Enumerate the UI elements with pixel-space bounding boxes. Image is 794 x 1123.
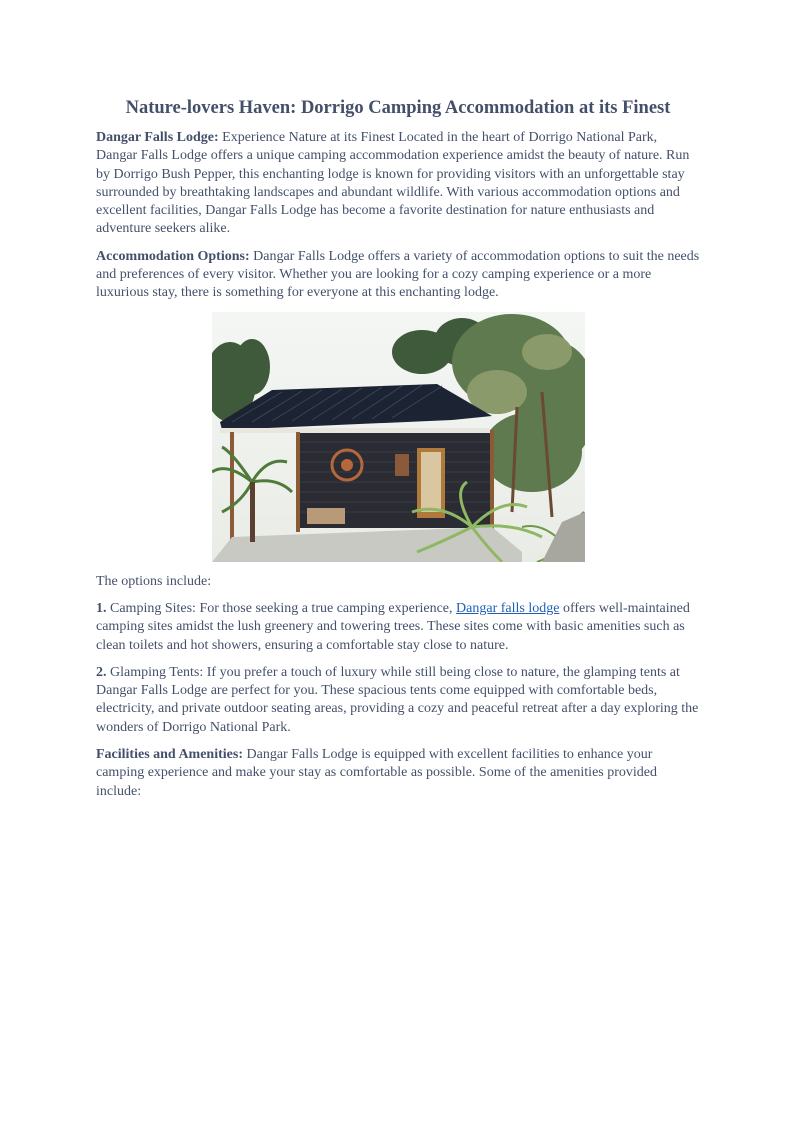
intro-paragraph: [96, 129, 700, 239]
option-2-number: 2.: [96, 664, 107, 680]
accommodation-label: Accommodation Options:: [96, 248, 250, 264]
facilities-paragraph: [96, 746, 700, 801]
intro-label: Dangar Falls Lodge:: [96, 130, 219, 145]
accommodation-paragraph: [96, 248, 700, 303]
facilities-text: Dangar Falls Lodge is equipped with excellent facilities to enhance your camping experience and make your stay as comfortable as possible. Some of the amenities provided include:: [96, 747, 657, 799]
accommodation-text: Dangar Falls Lodge offers a variety of accommodation options to suit the needs and preferences of every visitor. Whether you are looking for a cozy camping experience or a more luxurious stay, there is something for everyone at this enchanting lodge.: [96, 248, 700, 301]
document-page: [96, 96, 700, 810]
option-1-paragraph: [96, 600, 700, 655]
lodge-photo: [212, 312, 585, 562]
facilities-label: Facilities and Amenities:: [96, 747, 243, 763]
options-intro: The options include:: [96, 573, 212, 589]
dangar-falls-lodge-link[interactable]: Dangar falls lodge: [456, 600, 560, 616]
option-2-paragraph: [96, 664, 700, 737]
option-1-text-after: offers well-maintained camping sites amidst the lush greenery and towering trees. These sites come with basic amenities such as clean toilets and hot showers, ensuring a comfortable stay close to nature.: [96, 600, 690, 653]
intro-text: Experience Nature at its Finest Located in the heart of Dorrigo National Park, Dangar Falls Lodge offers a unique camping accommodation experience amidst the beauty of nature. Run by Dorrigo Bush Pepper, this enchanting lodge is known for providing visitors with an unforgettable stay surrounded by breathtaking landscapes and abundant wildlife. With various accommodation options and excellent facilities, Dangar Falls Lodge has become a favorite destination for nature enthusiasts and adventure seekers alike.: [96, 130, 690, 237]
option-1-text-before: Camping Sites: For those seeking a true camping experience,: [106, 600, 457, 616]
option-2-text: Glamping Tents: If you prefer a touch of luxury while still being close to nature, the glamping tents at Dangar Falls Lodge are perfect for you. These spacious tents come equipped with comfortable beds, electricity, and private outdoor seating areas, providing a cozy and peaceful retreat after a day exploring the wonders of Dorrigo National Park.: [96, 664, 699, 735]
page-title: Nature-lovers Haven: Dorrigo Camping Accommodation at its Finest: [125, 98, 671, 118]
option-1-number: 1.: [96, 600, 107, 616]
